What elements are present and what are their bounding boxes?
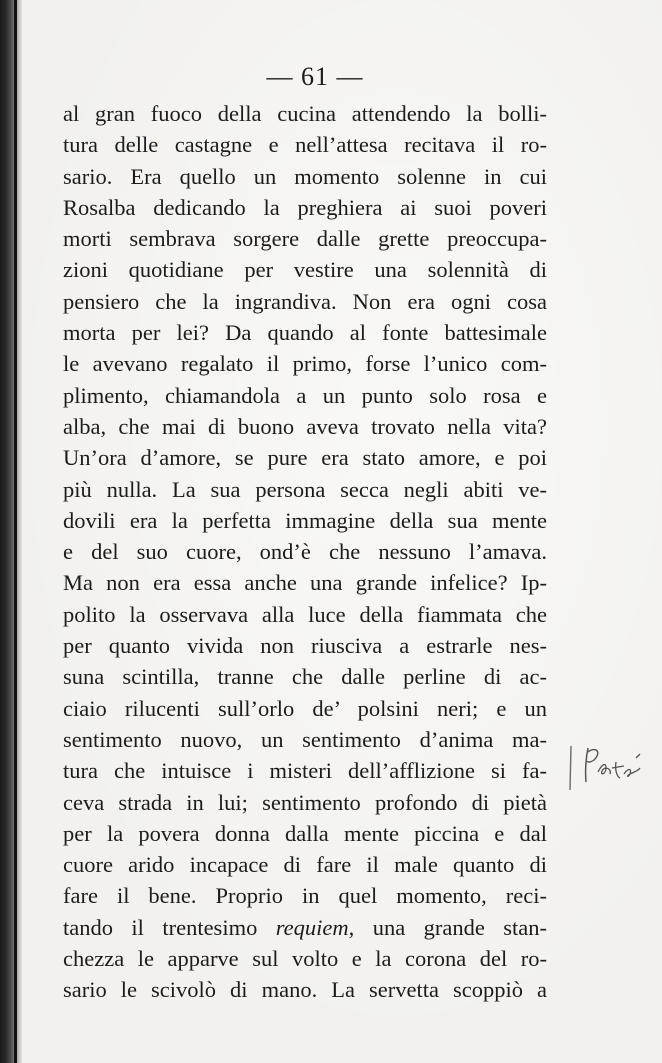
text-line-12: Un’ora d’amore, se pure era stato amore, e poi bbox=[63, 445, 547, 471]
text-line-8: morta per lei? Da quando al fonte battesimale bbox=[63, 320, 547, 346]
text-line-16: Ma non era essa anche una grande infelice? Ip- bbox=[63, 570, 547, 596]
text-line-27 bbox=[63, 912, 547, 943]
text-line-5: morti sembrava sorgere dalle grette preoccupa- bbox=[63, 226, 547, 252]
text-line-27-before: tando il trentesimo bbox=[63, 914, 276, 940]
italic-word-requiem: requiem bbox=[275, 914, 349, 940]
text-line-9: le avevano regalato il primo, forse l’unico com- bbox=[63, 351, 547, 377]
binding-line bbox=[14, 0, 17, 1063]
text-line-14: dovili era la perfetta immagine della sua mente bbox=[63, 507, 547, 533]
text-line-22: tura che intuisce i misteri dell’afflizione si fa- bbox=[63, 758, 547, 784]
text-line-28: chezza le apparve sul volto e la corona del ro- bbox=[63, 946, 547, 972]
text-line-4: Rosalba dedicando la preghiera ai suoi poveri bbox=[63, 194, 547, 220]
text-line-27-after: , una grande stan- bbox=[348, 914, 547, 940]
binding-edge bbox=[0, 0, 22, 1063]
handwritten-margin-note bbox=[566, 738, 646, 798]
text-line-26: fare il bene. Proprio in quel momento, reci- bbox=[63, 883, 547, 909]
body-text bbox=[63, 98, 547, 1006]
text-line-7: pensiero che la ingrandiva. Non era ogni cosa bbox=[63, 288, 547, 314]
text-line-20: ciaio rilucenti sull’orlo de’ polsini neri; e un bbox=[63, 695, 547, 721]
text-line-13: più nulla. La sua persona secca negli abiti ve- bbox=[63, 476, 547, 502]
text-line-11: alba, che mai di buono aveva trovato nella vita? bbox=[63, 413, 547, 439]
text-line-10: plimento, chiamandola a un punto solo rosa e bbox=[63, 382, 547, 408]
text-line-29: sario le scivolò di mano. La servetta scoppiò a bbox=[63, 977, 547, 1003]
text-line-17: polito la osservava alla luce della fiammata che bbox=[63, 601, 547, 627]
text-line-24: per la povera donna dalla mente piccina e dal bbox=[63, 820, 547, 846]
text-line-19: suna scintilla, tranne che dalle perline di ac- bbox=[63, 664, 547, 690]
text-line-6: zioni quotidiane per vestire una solennità di bbox=[63, 257, 547, 283]
text-line-15: e del suo cuore, ond’è che nessuno l’amava. bbox=[63, 539, 547, 565]
text-line-3: sario. Era quello un momento solenne in cui bbox=[63, 163, 547, 189]
text-line-23: ceva strada in lui; sentimento profondo di pietà bbox=[63, 789, 547, 815]
text-line-1: al gran fuoco della cucina attendendo la bolli- bbox=[63, 101, 547, 126]
page-number: — 61 — bbox=[266, 62, 364, 91]
text-line-18: per quanto vivida non riusciva a estrarle nes- bbox=[63, 633, 547, 659]
text-line-2: tura delle castagne e nell’attesa recitava il ro- bbox=[63, 132, 547, 158]
text-line-21: sentimento nuovo, un sentimento d’anima ma- bbox=[63, 726, 547, 752]
text-line-25: cuore arido incapace di fare il male quanto di bbox=[63, 852, 547, 878]
